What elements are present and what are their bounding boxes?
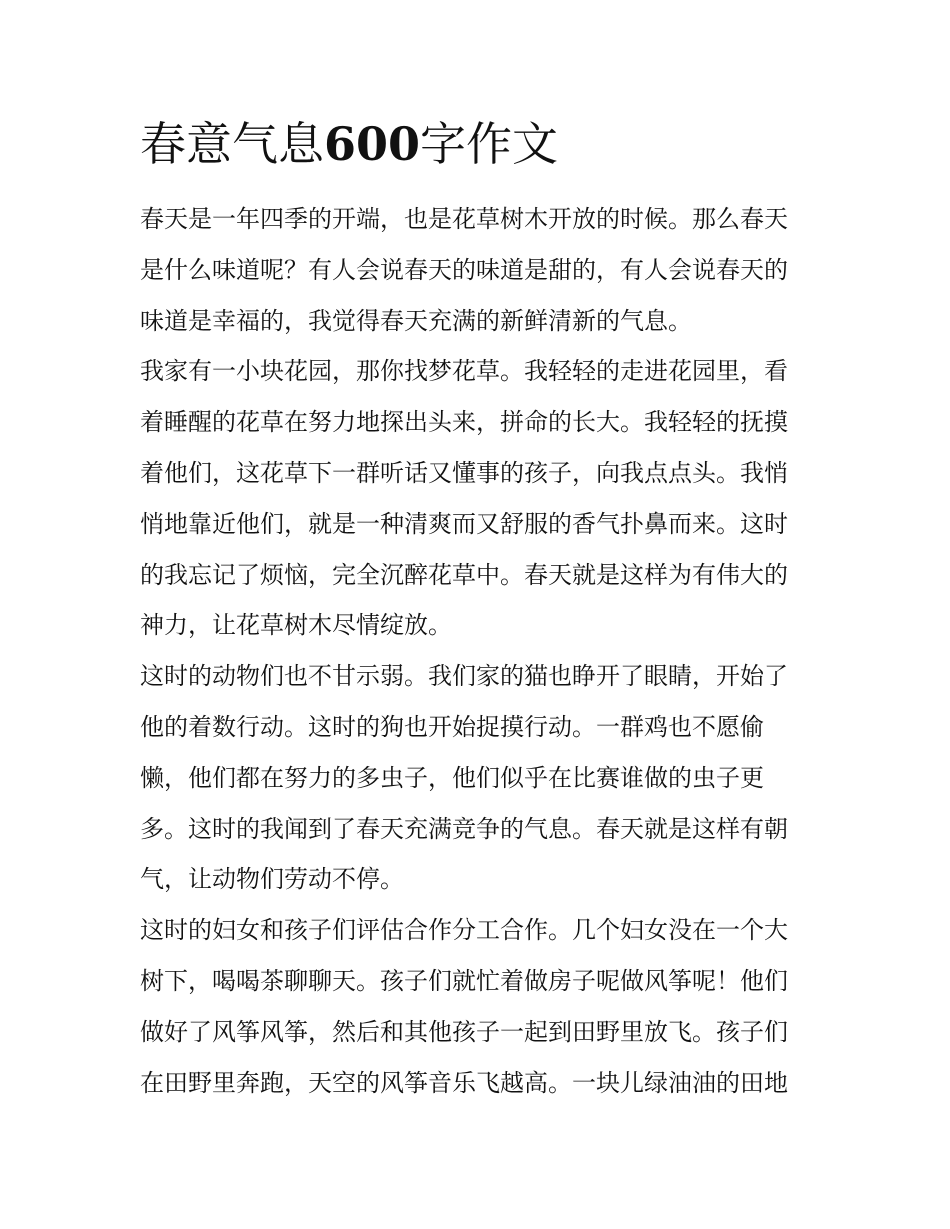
text-line: 着他们，这花草下一群听话又懂事的孩子，向我点点头。我悄 [140, 458, 788, 487]
text-line: 多。这时的我闻到了春天充满竞争的气息。春天就是这样有朝 [140, 814, 788, 843]
text-line: 我家有一小块花园，那你找梦花草。我轻轻的走进花园里，看 [140, 357, 788, 386]
text-line: 他的着数行动。这时的狗也开始捉摸行动。一群鸡也不愿偷 [140, 712, 764, 741]
text-line: 味道是幸福的，我觉得春天充满的新鲜清新的气息。 [140, 306, 692, 335]
paragraph-4 [140, 905, 812, 1108]
paragraph-1 [140, 194, 812, 346]
text-line: 树下，喝喝茶聊聊天。孩子们就忙着做房子呢做风筝呢！他们 [140, 966, 788, 995]
text-line: 神力，让花草树木尽情绽放。 [140, 611, 452, 640]
text-line: 悄地靠近他们，就是一种清爽而又舒服的香气扑鼻而来。这时 [140, 509, 788, 538]
text-line: 在田野里奔跑，天空的风筝音乐飞越高。一块儿绿油油的田地 [140, 1068, 788, 1097]
paragraph-3 [140, 651, 812, 905]
title-text-post: 字作文 [420, 117, 559, 171]
text-line: 是什么味道呢？有人会说春天的味道是甜的，有人会说春天的 [140, 255, 788, 284]
text-line: 着睡醒的花草在努力地探出头来，拼命的长大。我轻轻的抚摸 [140, 408, 788, 437]
text-line: 气，让动物们劳动不停。 [140, 865, 404, 894]
document-page [140, 112, 812, 1108]
title-number: 600 [324, 117, 421, 171]
text-line: 懒，他们都在努力的多虫子，他们似乎在比赛谁做的虫子更 [140, 763, 764, 792]
text-line: 春天是一年四季的开端，也是花草树木开放的时候。那么春天 [140, 205, 788, 233]
document-title [140, 112, 812, 176]
paragraph-2 [140, 346, 812, 651]
text-line: 的我忘记了烦恼，完全沉醉花草中。春天就是这样为有伟大的 [140, 560, 788, 589]
title-text-pre: 春意气息 [140, 117, 324, 171]
text-line: 做好了风筝风筝，然后和其他孩子一起到田野里放飞。孩子们 [140, 1017, 788, 1046]
document-body [140, 194, 812, 1108]
text-line: 这时的动物们也不甘示弱。我们家的猫也睁开了眼睛，开始了 [140, 662, 788, 691]
text-line: 这时的妇女和孩子们评估合作分工合作。几个妇女没在一个大 [140, 916, 788, 945]
